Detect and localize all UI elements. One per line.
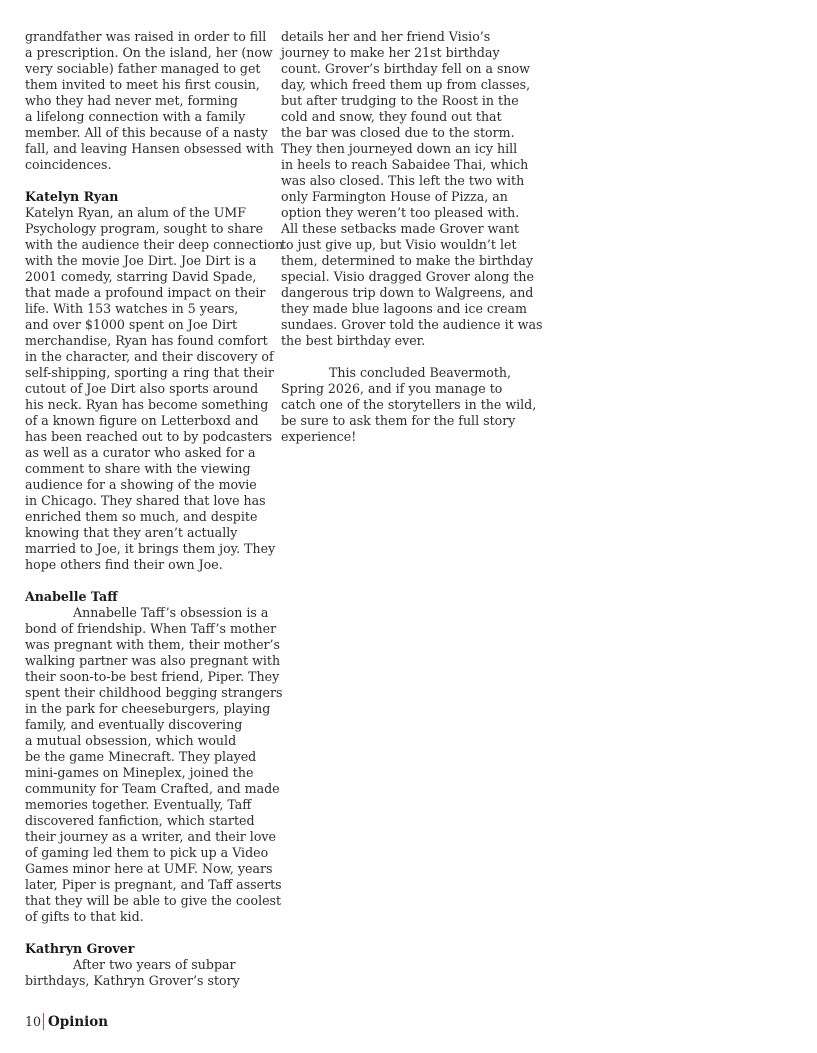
line-text: that they will be able to give the coolest — [25, 893, 282, 908]
text-line — [281, 397, 537, 413]
text-line — [281, 77, 531, 93]
text-line — [25, 61, 270, 77]
text-line — [25, 221, 270, 237]
line-text: hope others find their own Joe. — [25, 557, 223, 572]
text-line — [25, 669, 280, 685]
text-line — [25, 893, 282, 909]
text-line — [25, 765, 270, 781]
line-text: community for Team Crafted, and made — [25, 781, 280, 796]
section-name: Opinion — [48, 1013, 109, 1030]
text-line — [281, 221, 526, 237]
text-line — [281, 253, 533, 269]
line-text: his neck. Ryan has become something — [25, 397, 269, 412]
text-line — [25, 125, 270, 141]
line-text: cutout of Joe Dirt also sports around — [25, 381, 259, 396]
line-text: dangerous trip down to Walgreens, and — [281, 285, 534, 300]
line-text: with the movie Joe Dirt. Joe Dirt is a — [25, 253, 257, 268]
line-text: Kathryn Grover — [25, 941, 135, 956]
text-line — [25, 557, 270, 573]
text-line — [25, 701, 270, 717]
line-text: Katelyn Ryan, an alum of the UMF — [25, 205, 247, 220]
line-text: audience for a showing of the movie — [25, 477, 257, 492]
line-text: later, Piper is pregnant, and Taff asserts — [25, 877, 282, 892]
text-line — [25, 269, 270, 285]
line-text: was pregnant with them, their mother’s — [25, 637, 281, 652]
text-line — [25, 525, 270, 541]
text-line — [25, 365, 274, 381]
text-line — [281, 205, 526, 221]
text-line — [281, 29, 526, 45]
line-text: in the park for cheeseburgers, playing — [25, 701, 271, 716]
line-text: they made blue lagoons and ice cream — [281, 301, 527, 316]
article-column-left — [25, 29, 284, 989]
text-line — [25, 285, 270, 301]
text-line — [25, 957, 270, 973]
text-line — [25, 909, 270, 925]
text-line — [25, 77, 270, 93]
text-line — [25, 733, 270, 749]
text-line — [25, 381, 270, 397]
paragraph-spacer — [281, 349, 526, 365]
article-column-right — [281, 29, 543, 445]
line-text: was also closed. This left the two with — [281, 173, 525, 188]
line-text: This concluded Beavermoth, — [329, 365, 512, 380]
text-line — [25, 93, 270, 109]
line-text: member. All of this because of a nasty — [25, 125, 268, 140]
line-text: journey to make her 21st birthday — [281, 45, 500, 60]
text-line — [25, 477, 270, 493]
line-text: coincidences. — [25, 157, 112, 172]
text-line — [25, 413, 270, 429]
line-text: life. With 153 watches in 5 years, — [25, 301, 239, 316]
text-line — [25, 317, 270, 333]
line-text: count. Grover’s birthday fell on a snow — [281, 61, 530, 76]
line-text: Katelyn Ryan — [25, 189, 119, 204]
text-line — [25, 301, 270, 317]
line-text: 2001 comedy, starring David Spade, — [25, 269, 257, 284]
line-text: walking partner was also pregnant with — [25, 653, 281, 668]
line-text: to just give up, but Visio wouldn’t let — [281, 237, 517, 252]
line-text: option they weren’t too pleased with. — [281, 205, 520, 220]
text-line — [281, 125, 526, 141]
text-line — [25, 685, 283, 701]
line-text: special. Visio dragged Grover along the — [281, 269, 534, 284]
text-line — [25, 781, 280, 797]
line-text: family, and eventually discovering — [25, 717, 243, 732]
line-text: of gaming led them to pick up a Video — [25, 845, 269, 860]
text-line — [281, 301, 526, 317]
text-line — [281, 189, 526, 205]
text-line — [281, 61, 530, 77]
text-line — [25, 157, 270, 173]
text-line — [281, 413, 526, 429]
paragraph-spacer — [25, 925, 270, 941]
line-text: knowing that they aren’t actually — [25, 525, 238, 540]
footer-divider — [43, 1013, 44, 1030]
line-text: spent their childhood begging strangers — [25, 685, 283, 700]
line-text: married to Joe, it brings them joy. They — [25, 541, 276, 556]
text-line — [25, 717, 270, 733]
line-text: birthdays, Kathryn Grover’s story — [25, 973, 240, 988]
text-line — [281, 317, 543, 333]
text-line — [25, 605, 270, 621]
line-text: a prescription. On the island, her (now — [25, 45, 273, 60]
storyteller-heading — [25, 189, 270, 205]
line-text: details her and her friend Visio’s — [281, 29, 491, 44]
line-text: as well as a curator who asked for a — [25, 445, 256, 460]
line-text: memories together. Eventually, Taff — [25, 797, 252, 812]
line-text: catch one of the storytellers in the wild, — [281, 397, 537, 412]
line-text: of a known figure on Letterboxd and — [25, 413, 259, 428]
storyteller-heading — [25, 589, 270, 605]
line-text: They then journeyed down an icy hill — [281, 141, 518, 156]
text-line — [25, 653, 281, 669]
line-text: a lifelong connection with a family — [25, 109, 246, 124]
text-line — [25, 861, 273, 877]
line-text: discovered fanfiction, which started — [25, 813, 255, 828]
text-line — [281, 381, 526, 397]
line-text: in Chicago. They shared that love has — [25, 493, 266, 508]
text-line — [25, 253, 270, 269]
line-text: Anabelle Taff — [25, 589, 118, 604]
line-text: their soon-to-be best friend, Piper. They — [25, 669, 280, 684]
line-text: the best birthday ever. — [281, 333, 426, 348]
text-line — [25, 109, 270, 125]
line-text: mini-games on Mineplex, joined the — [25, 765, 254, 780]
text-line — [25, 541, 276, 557]
text-line — [25, 797, 270, 813]
line-text: enriched them so much, and despite — [25, 509, 258, 524]
text-line — [25, 397, 270, 413]
line-text: bond of friendship. When Taff’s mother — [25, 621, 277, 636]
text-line — [25, 877, 282, 893]
line-text: comment to share with the viewing — [25, 461, 251, 476]
text-line — [25, 205, 270, 221]
text-line — [25, 509, 270, 525]
text-line — [25, 429, 273, 445]
text-line — [281, 173, 526, 189]
line-text: cold and snow, they found out that — [281, 109, 502, 124]
line-text: sundaes. Grover told the audience it was — [281, 317, 543, 332]
line-text: but after trudging to the Roost in the — [281, 93, 519, 108]
page-footer — [25, 1013, 108, 1030]
text-line — [25, 333, 270, 349]
line-text: with the audience their deep connection — [25, 237, 284, 252]
text-line — [281, 429, 526, 445]
line-text: that made a profound impact on their — [25, 285, 266, 300]
text-line — [281, 333, 526, 349]
line-text: be sure to ask them for the full story — [281, 413, 516, 428]
line-text: a mutual obsession, which would — [25, 733, 237, 748]
line-text: After two years of subpar — [73, 957, 236, 972]
text-line — [25, 829, 276, 845]
text-line — [25, 141, 274, 157]
line-text: them invited to meet his first cousin, — [25, 77, 260, 92]
line-text: their journey as a writer, and their love — [25, 829, 276, 844]
line-text: fall, and leaving Hansen obsessed with — [25, 141, 274, 156]
text-line — [25, 621, 277, 637]
text-line — [25, 29, 270, 45]
line-text: in the character, and their discovery of — [25, 349, 274, 364]
text-line — [281, 285, 534, 301]
line-text: who they had never met, forming — [25, 93, 238, 108]
line-text: Annabelle Taff’s obsession is a — [73, 605, 269, 620]
paragraph-spacer — [25, 573, 270, 589]
text-line — [25, 973, 270, 989]
text-line — [25, 493, 270, 509]
line-text: Spring 2026, and if you manage to — [281, 381, 503, 396]
text-line — [281, 93, 526, 109]
text-line — [25, 237, 284, 253]
line-text: self-shipping, sporting a ring that their — [25, 365, 274, 380]
line-text: only Farmington House of Pizza, an — [281, 189, 508, 204]
text-line — [25, 445, 270, 461]
text-line — [281, 109, 526, 125]
line-text: and over $1000 spent on Joe Dirt — [25, 317, 238, 332]
line-text: of gifts to that kid. — [25, 909, 144, 924]
text-line — [281, 365, 526, 381]
text-line — [281, 237, 526, 253]
text-line — [281, 269, 534, 285]
text-line — [25, 349, 274, 365]
text-line — [281, 45, 526, 61]
text-line — [281, 141, 526, 157]
line-text: experience! — [281, 429, 357, 444]
line-text: day, which freed them up from classes, — [281, 77, 531, 92]
line-text: All these setbacks made Grover want — [281, 221, 520, 236]
text-line — [25, 813, 270, 829]
text-line — [25, 637, 281, 653]
page-number: 10 — [25, 1013, 42, 1029]
storyteller-heading — [25, 941, 270, 957]
text-line — [25, 749, 270, 765]
line-text: very sociable) father managed to get — [25, 61, 261, 76]
line-text: in heels to reach Sabaidee Thai, which — [281, 157, 529, 172]
text-line — [25, 45, 273, 61]
line-text: Games minor here at UMF. Now, years — [25, 861, 273, 876]
line-text: Psychology program, sought to share — [25, 221, 264, 236]
line-text: the bar was closed due to the storm. — [281, 125, 515, 140]
paragraph-spacer — [25, 173, 270, 189]
line-text: be the game Minecraft. They played — [25, 749, 257, 764]
text-line — [281, 157, 529, 173]
line-text: them, determined to make the birthday — [281, 253, 533, 268]
text-line — [25, 845, 270, 861]
text-line — [25, 461, 270, 477]
line-text: grandfather was raised in order to fill — [25, 29, 267, 44]
line-text: merchandise, Ryan has found comfort — [25, 333, 268, 348]
line-text: has been reached out to by podcasters — [25, 429, 273, 444]
